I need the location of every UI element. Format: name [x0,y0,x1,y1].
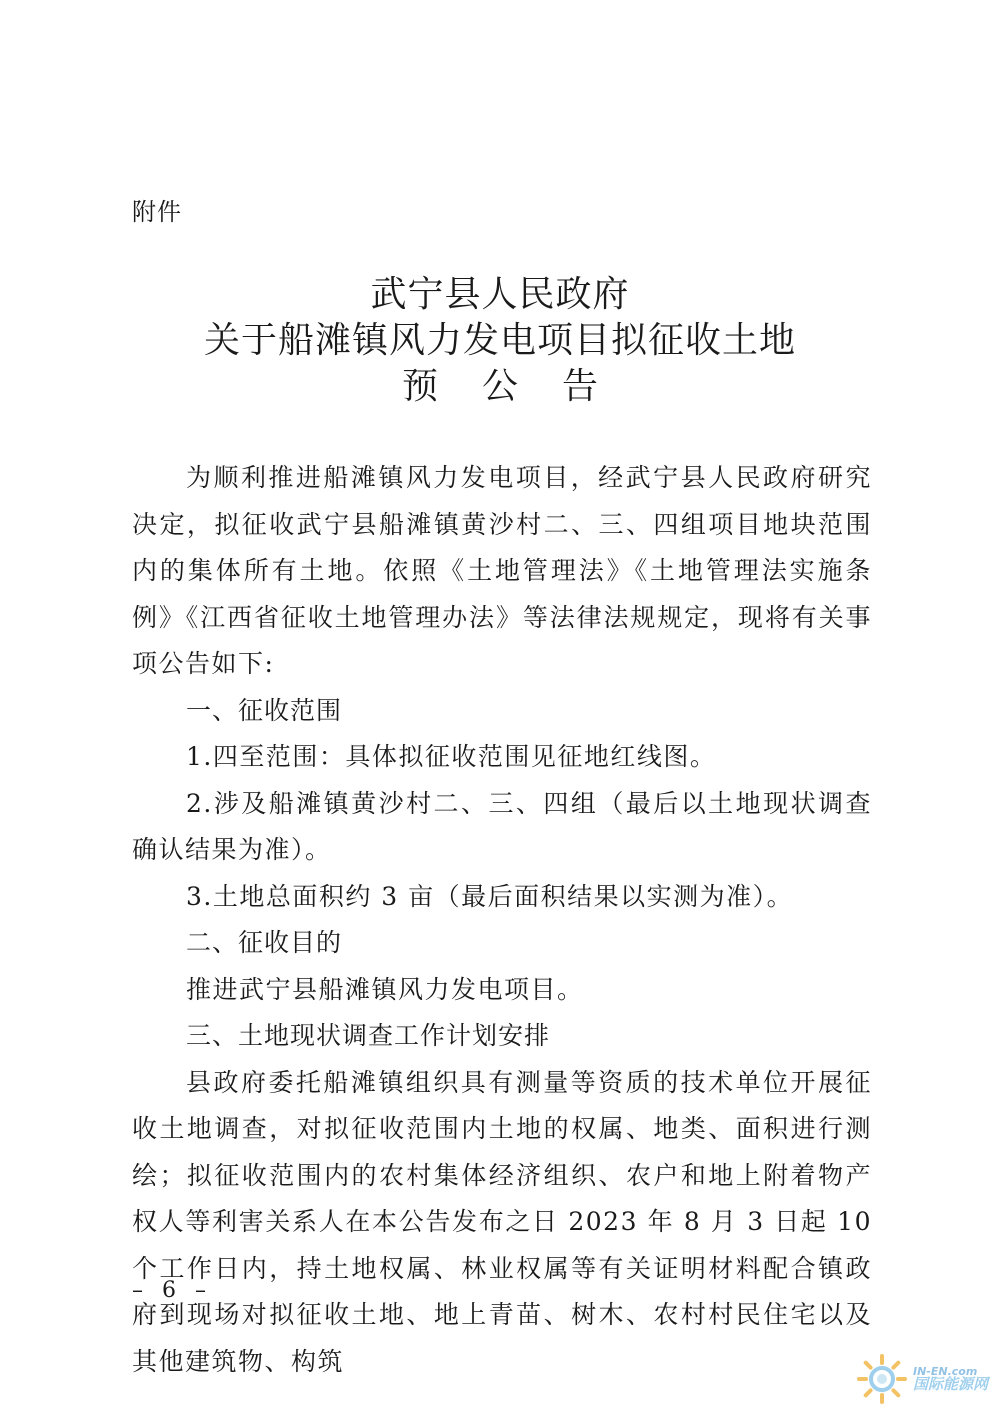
watermark [855,1352,988,1406]
intro-paragraph: 为顺利推进船滩镇风力发电项目，经武宁县人民政府研究决定，拟征收武宁县船滩镇黄沙村二、三、四组项目地块范围内的集体所有土地。依照《土地管理法》《土地管理法实施条例》《江西省征收土地管理办法》等法律法规规定，现将有关事项公告如下: [132,463,872,678]
section-3-heading: 三、土地现状调查工作计划安排 [186,1021,551,1050]
section-1-item-2: 2.涉及船滩镇黄沙村二、三、四组（最后以土地现状调查确认结果为准）。 [132,788,872,864]
section-1-heading: 一、征收范围 [186,695,343,725]
section-1-item-1: 1.四至范围：具体拟征收范围见征地红线图。 [186,742,717,771]
section-2-heading: 二、征收目的 [186,928,343,957]
watermark-name: 国际能源网 [912,1375,988,1393]
document-body [132,455,872,1385]
attachment-label: 附件 [132,198,182,226]
watermark-text [913,1366,988,1392]
title-line-1: 武宁县人民政府 [370,274,630,315]
sun-logo-icon [855,1352,909,1406]
page-number: – 6 – [132,1278,212,1303]
section-3-text: 县政府委托船滩镇组织具有测量等资质的技术单位开展征收土地调查，对拟征收范围内土地的权属、地类、面积进行测绘；拟征收范围内的农村集体经济组织、农户和地上附着物产权人等利害关系人在本公告发布之日 2023 年 8 月 3 日起 10 个工作日内，持土地权属、林业权属等有关证明材料配合镇政府到现场对拟征收土地、地上青苗、树木、农村村民住宅以及其他建筑物、构筑 [132,1067,872,1376]
title-line-2: 关于船滩镇风力发电项目拟征收土地 [203,320,796,361]
title-line-3: 预公告 [401,366,642,407]
watermark-site: IN-EN.com [912,1365,978,1378]
section-1-item-3: 3.土地总面积约 3 亩（最后面积结果以实测为准）。 [186,881,794,911]
section-2-text: 推进武宁县船滩镇风力发电项目。 [186,974,584,1004]
document-title [0,272,1000,410]
